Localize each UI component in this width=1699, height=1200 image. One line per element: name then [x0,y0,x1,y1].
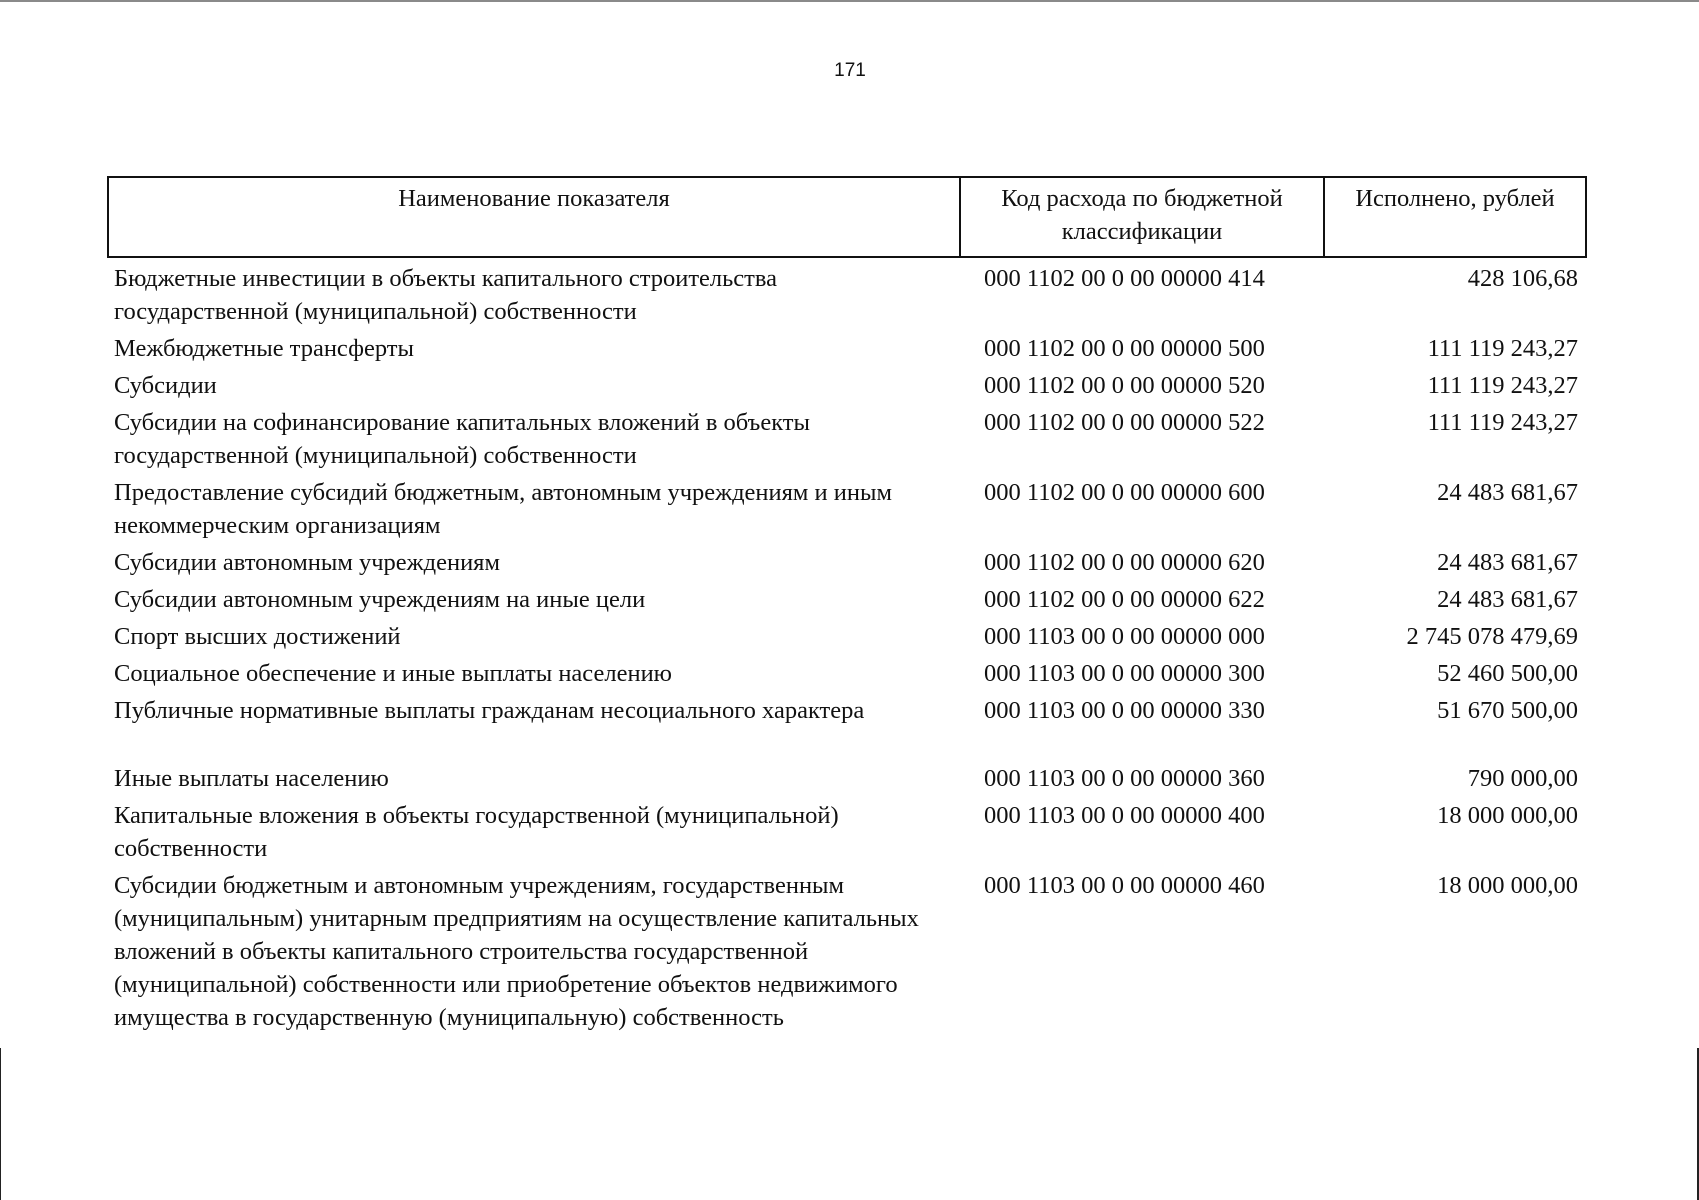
row-name: Бюджетные инвестиции в объекты капитального строительства государственной (муниципальной) собственности [114,265,777,325]
table-row [108,544,1586,581]
row-amount: 111 119 243,27 [1427,372,1578,399]
row-code: 000 1103 00 0 00 00000 000 [984,623,1265,650]
row-name: Спорт высших достижений [114,623,401,650]
top-border [0,0,1699,2]
table-row [108,404,1586,474]
table-row [108,367,1586,404]
row-code: 000 1102 00 0 00 00000 600 [984,479,1265,506]
row-code: 000 1103 00 0 00 00000 360 [984,765,1265,792]
row-code: 000 1102 00 0 00 00000 520 [984,372,1265,399]
table-row [108,797,1586,867]
row-amount: 18 000 000,00 [1437,802,1578,829]
row-name: Предоставление субсидий бюджетным, автономным учреждениям и иным некоммерческим организациям [114,479,892,539]
scan-edge-left [0,1048,1,1200]
row-name: Субсидии на софинансирование капитальных вложений в объекты государственной (муниципальной) собственности [114,409,810,469]
row-amount: 51 670 500,00 [1437,697,1578,724]
row-code: 000 1103 00 0 00 00000 300 [984,660,1265,687]
row-amount: 24 483 681,67 [1437,586,1578,613]
table-row [108,692,1586,760]
row-code: 000 1103 00 0 00 00000 460 [984,872,1265,899]
row-code: 000 1103 00 0 00 00000 400 [984,802,1265,829]
row-code: 000 1102 00 0 00 00000 500 [984,335,1265,362]
row-amount: 18 000 000,00 [1437,872,1578,899]
table-row [108,257,1586,330]
row-amount: 111 119 243,27 [1427,409,1578,436]
row-code: 000 1102 00 0 00 00000 622 [984,586,1265,613]
header-indicator-name: Наименование показателя [108,177,960,257]
row-amount: 24 483 681,67 [1437,549,1578,576]
row-code: 000 1103 00 0 00 00000 330 [984,697,1265,724]
header-budget-code: Код расхода по бюджетной классификации [960,177,1324,257]
row-name: Субсидии автономным учреждениям на иные цели [114,586,646,613]
table-row [108,330,1586,367]
row-name: Иные выплаты населению [114,765,389,792]
table-row [108,760,1586,797]
row-code: 000 1102 00 0 00 00000 414 [984,265,1265,292]
table-row [108,655,1586,692]
row-amount: 24 483 681,67 [1437,479,1578,506]
row-name: Межбюджетные трансферты [114,335,414,362]
row-name: Субсидии автономным учреждениям [114,549,500,576]
row-name: Капитальные вложения в объекты государственной (муниципальной) собственности [114,802,839,862]
row-amount: 52 460 500,00 [1437,660,1578,687]
budget-execution-table [107,176,1587,1036]
header-executed-amount: Исполнено, рублей [1324,177,1586,257]
row-amount: 111 119 243,27 [1427,335,1578,362]
table-row [108,618,1586,655]
table-row [108,581,1586,618]
table-row [108,474,1586,544]
row-amount: 428 106,68 [1467,265,1578,292]
row-amount: 790 000,00 [1467,765,1578,792]
page-number: 171 [834,60,866,81]
row-amount: 2 745 078 479,69 [1406,623,1578,650]
row-name: Субсидии [114,372,217,399]
row-code: 000 1102 00 0 00 00000 620 [984,549,1265,576]
table-row [108,867,1586,1036]
row-name: Социальное обеспечение и иные выплаты населению [114,660,672,687]
row-code: 000 1102 00 0 00 00000 522 [984,409,1265,436]
row-name: Субсидии бюджетным и автономным учреждениям, государственным (муниципальным) унитарным предприятиям на осуществление капитальных вложений в объекты капитального строительства государственной (муниципальной) собственности или приобретение объектов недвижимого имущества в государственную (муниципальную) собственность [114,872,919,1031]
row-name: Публичные нормативные выплаты гражданам несоциального характера [114,697,865,724]
table-header-row [108,177,1586,257]
